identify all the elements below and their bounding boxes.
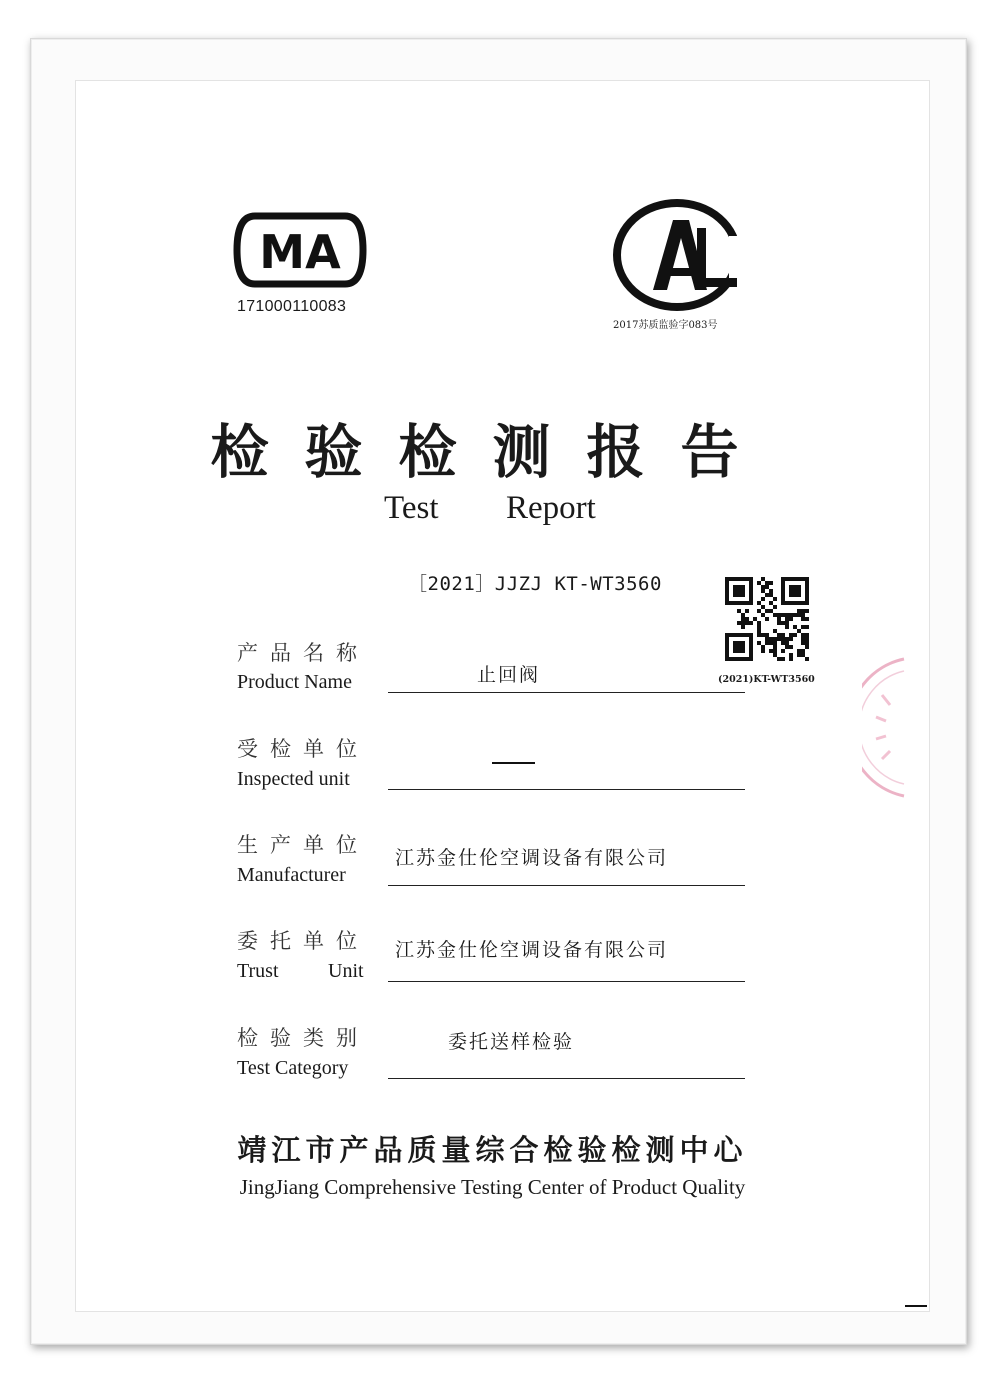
manufacturer-value: 江苏金仕伦空调设备有限公司 (395, 847, 669, 869)
inspected-unit-label-en: Inspected unit (237, 768, 350, 790)
manufacturer-label-en: Manufacturer (237, 864, 346, 886)
cal-logo (611, 198, 747, 312)
test-category-label-en: Test Category (237, 1057, 349, 1079)
trust-unit-value: 江苏金仕伦空调设备有限公司 (395, 939, 669, 961)
report-number: ［2021］JJZJ KT-WT3560 (408, 573, 662, 595)
manufacturer-underline (388, 885, 745, 886)
inspected-unit-blank-mark (492, 762, 535, 764)
qr-code (725, 577, 809, 661)
report-title-english-report: Report (506, 490, 596, 526)
product-name-label-en: Product Name (237, 671, 352, 693)
product-name-label-zh: 产品名称 (237, 641, 369, 665)
scan-edge-mark (905, 1305, 927, 1307)
testing-center-name-en: JingJiang Comprehensive Testing Center of Product Quality (239, 1175, 746, 1199)
cal-number: 2017苏质监验字083号 (613, 320, 718, 331)
red-seal-stamp-partial (862, 655, 906, 800)
test-category-value: 委托送样检验 (448, 1031, 575, 1053)
trust-unit-label-en-trust: Trust (237, 960, 279, 982)
test-category-label-zh: 检验类别 (237, 1026, 369, 1050)
inspected-unit-underline (388, 789, 745, 790)
testing-center-name-zh: 靖江市产品质量综合检验检测中心 (237, 1133, 748, 1167)
qr-caption: (2021)KT-WT3560 (718, 674, 815, 685)
svg-text:MA: MA (259, 225, 341, 279)
product-name-value: 止回阀 (477, 664, 541, 686)
trust-unit-label-zh: 委托单位 (237, 929, 369, 953)
inspected-unit-label-zh: 受检单位 (237, 737, 369, 761)
trust-unit-label-en-unit: Unit (328, 960, 364, 982)
cma-number: 171000110083 (237, 298, 347, 315)
manufacturer-label-zh: 生产单位 (237, 833, 369, 857)
trust-unit-underline (388, 981, 745, 982)
test-category-underline (388, 1078, 745, 1079)
report-title-chinese: 检验检测报告 (210, 418, 775, 486)
report-title-english-test: Test (384, 490, 439, 526)
product-name-underline (388, 692, 745, 693)
cma-logo (233, 212, 367, 288)
